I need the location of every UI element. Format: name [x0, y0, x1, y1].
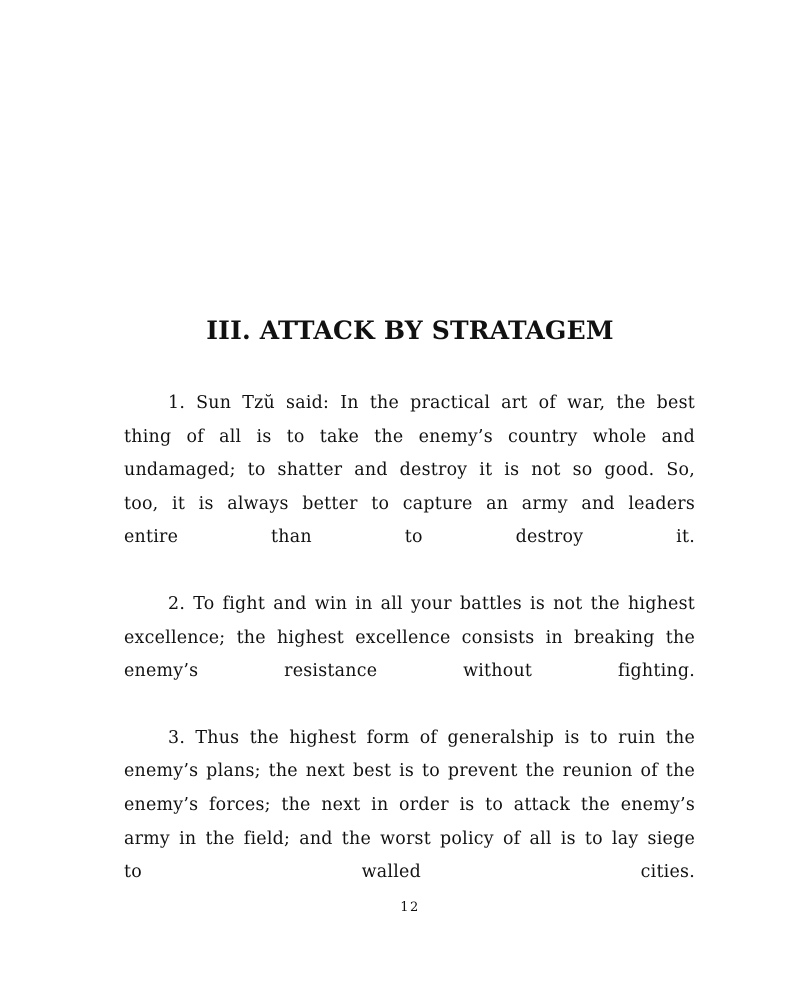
- chapter-title: III. ATTACK BY STRATAGEM: [206, 316, 614, 345]
- paragraph-1: 1. Sun Tzŭ said: In the practical art of war, the best thing of all is to take the enemy’s country whole and undamaged; to shatter and destroy it is not so good. So, too, it is always better to capture an army and leaders entire than to destroy it.: [124, 393, 695, 548]
- paragraph-2: 2. To fight and win in all your battles is not the highest excellence; the highest excellence consists in breaking the enemy’s resistance without fighting.: [124, 593, 695, 682]
- page-number: 12: [400, 900, 420, 915]
- chapter-body: [124, 387, 695, 890]
- paragraph-3: 3. Thus the highest form of generalship is to ruin the enemy’s plans; the next best is to prevent the reunion of the enemy’s forces; the next in order is to attack the enemy’s army in the field; and the worst policy of all is to lay siege to walled cities.: [124, 727, 695, 883]
